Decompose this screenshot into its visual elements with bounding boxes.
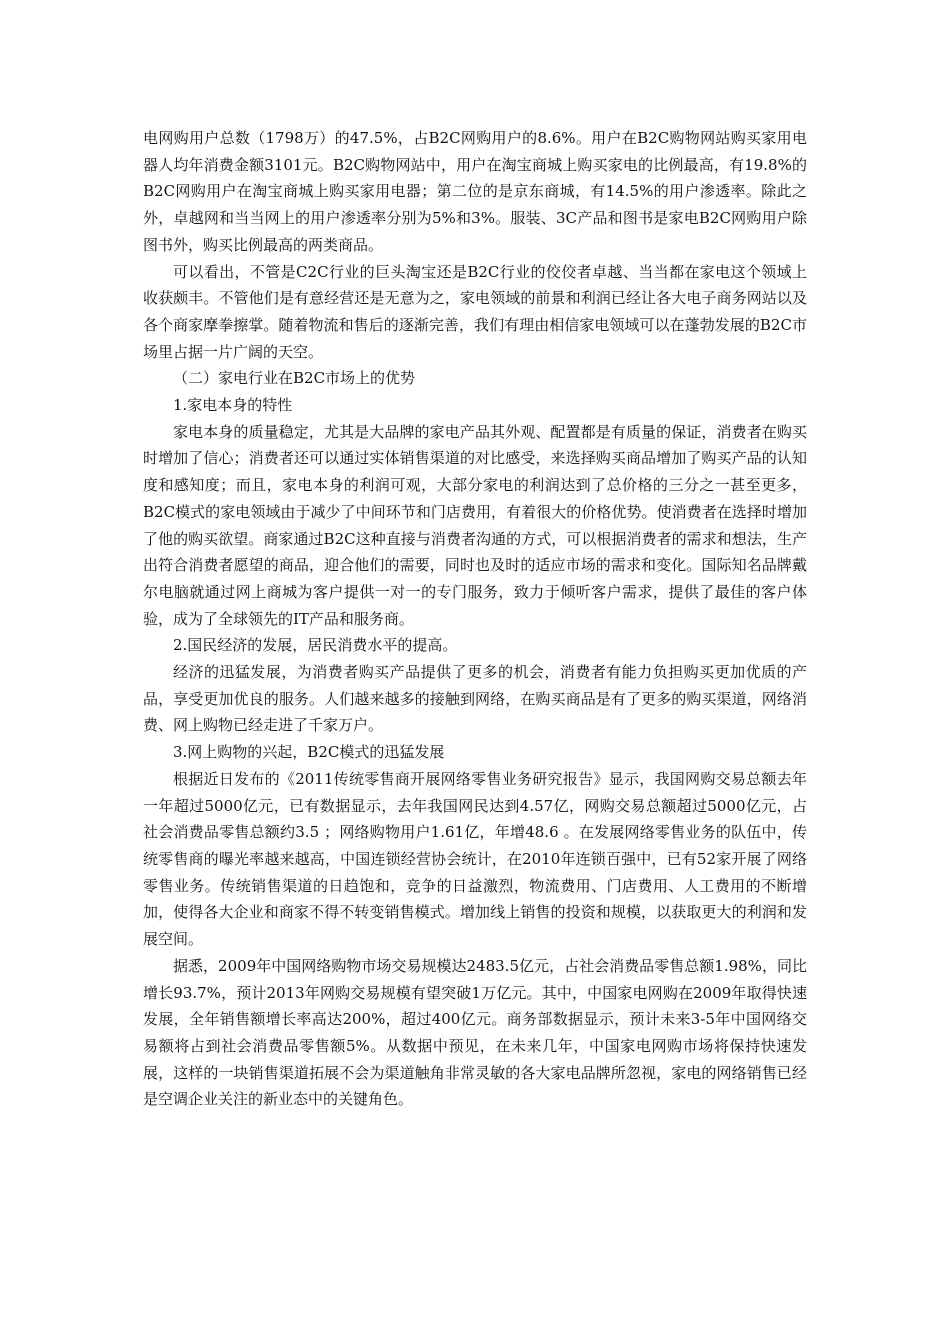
paragraph: 可以看出，不管是C2C行业的巨头淘宝还是B2C行业的佼佼者卓越、当当都在家电这个领域上收获颇丰。不管他们是有意经营还是无意为之，家电领域的前景和利润已经让各大电子商务网站以及各个商家摩拳擦掌。随着物流和售后的逐渐完善，我们有理由相信家电领域可以在蓬勃发展的B2C市场里占据一片广阔的天空。 bbox=[143, 262, 807, 361]
paragraph-continued: 电网购用户总数（1798万）的47.5%，占B2C网购用户的8.6%。用户在B2C购物网站购买家用电器人均年消费金额3101元。B2C购物网站中，用户在淘宝商城上购买家电的比例最高，有19.8%的B2C网购用户在淘宝商城上购买家用电器；第二位的是京东商城，有14.5%的用户渗透率。除此之外，卓越网和当当网上的用户渗透率分别为5%和3%。服装、3C产品和图书是家电B2C网购用户除图书外，购买比例最高的两类商品。 bbox=[143, 129, 807, 254]
paragraph: 经济的迅猛发展，为消费者购买产品提供了更多的机会，消费者有能力负担购买更加优质的产品，享受更加优良的服务。人们越来越多的接触到网络，在购买商品是有了更多的购买渠道，网络消费、网上购物已经走进了千家万户。 bbox=[143, 663, 807, 735]
paragraph: 家电本身的质量稳定，尤其是大品牌的家电产品其外观、配置都是有质量的保证，消费者在购买时增加了信心；消费者还可以通过实体销售渠道的对比感受，来选择购买商品增加了购买产品的认知度和感知度；而且，家电本身的利润可观，大部分家电的利润达到了总价格的三分之一甚至更多，B2C模式的家电领域由于减少了中间环节和门店费用，有着很大的价格优势。使消费者在选择时增加了他的购买欲望。商家通过B2C这种直接与消费者沟通的方式，可以根据消费者的需求和想法，生产出符合消费者愿望的商品，迎合他们的需要，同时也及时的适应市场的需求和变化。国际知名品牌戴尔电脑就通过网上商城为客户提供一对一的专门服务，致力于倾听客户需求，提供了最佳的客户体验，成为了全球领先的IT产品和服务商。 bbox=[143, 422, 807, 628]
section-heading: （二）家电行业在B2C市场上的优势 bbox=[173, 369, 416, 388]
subsection-heading: 2.国民经济的发展，居民消费水平的提高。 bbox=[173, 636, 458, 655]
paragraph: 根据近日发布的《2011传统零售商开展网络零售业务研究报告》显示，我国网购交易总额去年一年超过5000亿元，已有数据显示，去年我国网民达到4.57亿，网购交易总额超过5000亿元，占社会消费品零售总额约3.5 ；网络购物用户1.61亿，年增48.6 。在发展网络零售业务的队伍中，传统零售商的曝光率越来越高，中国连锁经营协会统计，在2010年连锁百强中，已有52家开展了网络零售业务。传统销售渠道的日趋饱和，竞争的日益激烈，物流费用、门店费用、人工费用的不断增加，使得各大企业和商家不得不转变销售模式。增加线上销售的投资和规模，以获取更大的利润和发展空间。 bbox=[143, 769, 807, 949]
subsection-heading: 3.网上购物的兴起，B2C模式的迅猛发展 bbox=[173, 743, 445, 762]
paragraph: 据悉，2009年中国网络购物市场交易规模达2483.5亿元，占社会消费品零售总额1.98%，同比增长93.7%，预计2013年网购交易规模有望突破1万亿元。其中，中国家电网购在2009年取得快速发展，全年销售额增长率高达200%，超过400亿元。商务部数据显示，预计未来3-5年中国网络交易额将占到社会消费品零售额5%。从数据中预见，在未来几年，中国家电网购市场将保持快速发展，这样的一块销售渠道拓展不会为渠道触角非常灵敏的各大家电品牌所忽视，家电的网络销售已经是空调企业关注的新业态中的关键角色。 bbox=[143, 956, 807, 1109]
subsection-heading: 1.家电本身的特性 bbox=[173, 396, 293, 415]
document-page bbox=[143, 125, 807, 1113]
